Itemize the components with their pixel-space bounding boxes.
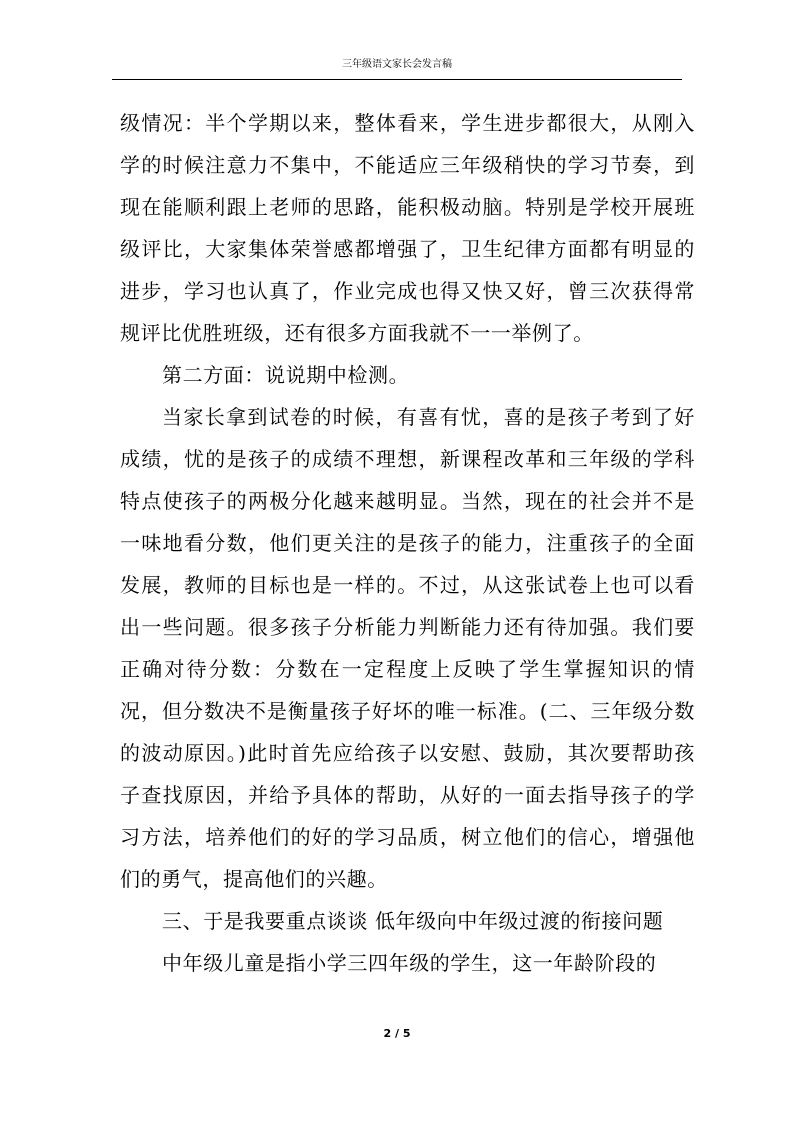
paragraph: 第二方面：说说期中检测。 — [162, 363, 410, 387]
paragraph: 级情况：半个学期以来，整体看来，学生进步都很大，从刚入学的时候注意力不集中，不能适应三年级稍快的学习节奏，到现在能顺利跟上老师的思路，能积极动脑。特别是学校开展班级评比，大家集体荣誉感都增强了，卫生纪律方面都有明显的进步，学习也认真了，作业完成也得又快又好，曾三次获得常规评比优胜班级，还有很多方面我就不一一举例了。 — [120, 111, 695, 345]
document-body — [120, 102, 695, 984]
page-number: 2 / 5 — [383, 1027, 411, 1040]
header-divider — [112, 79, 682, 80]
paragraph: 中年级儿童是指小学三四年级的学生，这一年龄阶段的 — [162, 951, 657, 975]
page-header-title: 三年级语文家长会发言稿 — [342, 59, 452, 70]
paragraph: 三、于是我要重点谈谈 低年级向中年级过渡的衔接问题 — [162, 909, 664, 933]
paragraph: 当家长拿到试卷的时候，有喜有忧，喜的是孩子考到了好成绩，忧的是孩子的成绩不理想，新课程改革和三年级的学科特点使孩子的两极分化越来越明显。当然，现在的社会并不是一味地看分数，他们更关注的是孩子的能力，注重孩子的全面发展，教师的目标也是一样的。不过，从这张试卷上也可以看出一些问题。很多孩子分析能力判断能力还有待加强。我们要正确对待分数：分数在一定程度上反映了学生掌握知识的情况，但分数决不是衡量孩子好坏的唯一标准。(二、三年级分数的波动原因。)此时首先应给孩子以安慰、鼓励，其次要帮助孩子查找原因，并给予具体的帮助，从好的一面去指导孩子的学习方法，培养他们的好的学习品质，树立他们的信心，增强他们的勇气，提高他们的兴趣。 — [120, 405, 695, 891]
